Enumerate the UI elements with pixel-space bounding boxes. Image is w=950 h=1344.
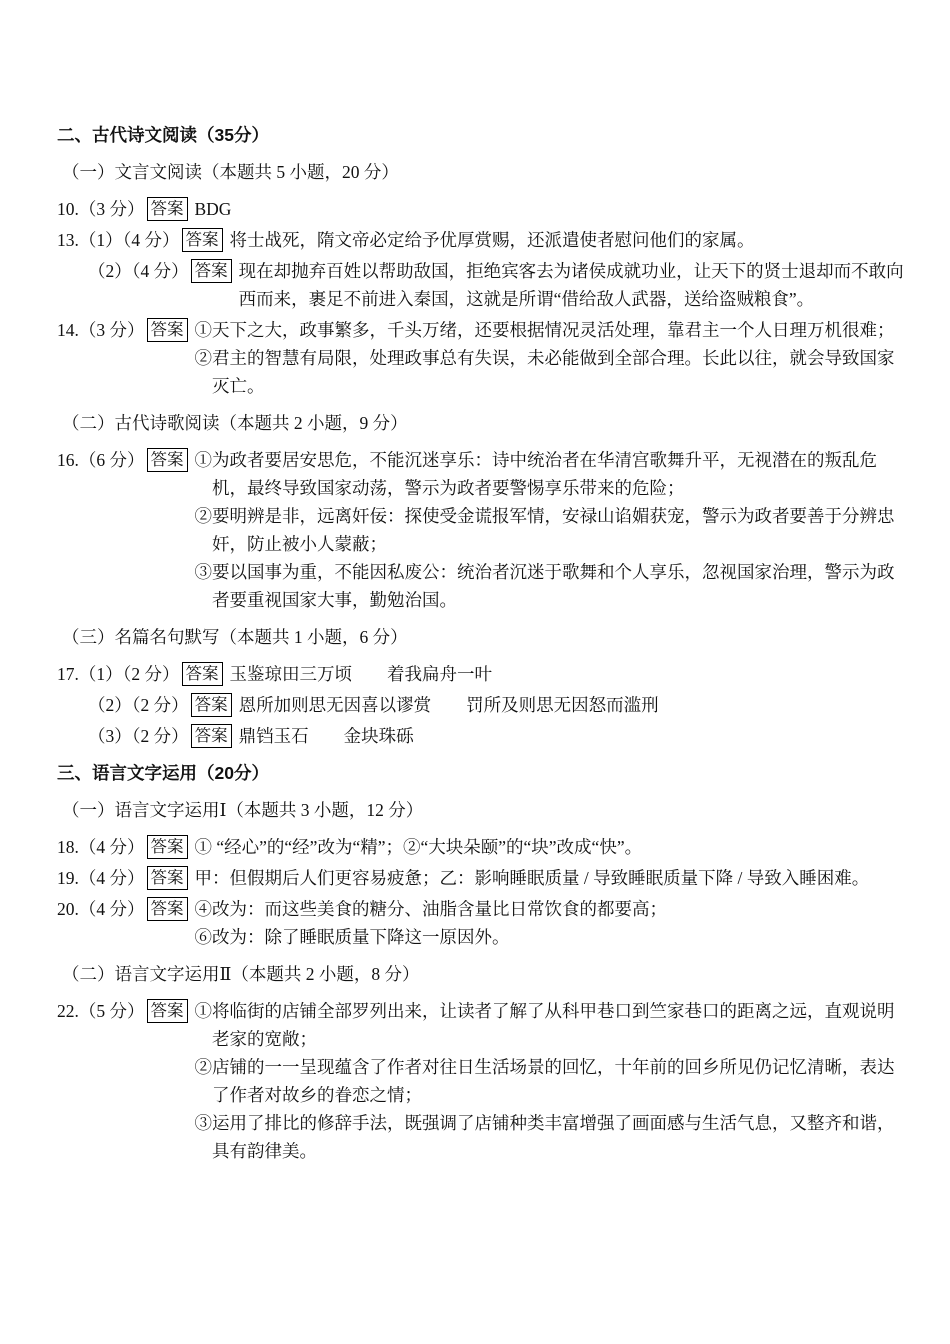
answer-item	[57, 316, 904, 400]
question-number: 22.（5 分）	[57, 1001, 145, 1021]
answer-line: 鼎铛玉石 金块珠砾	[238, 726, 414, 746]
answer-item	[57, 722, 904, 750]
answer-tag: 答案	[147, 197, 188, 221]
answer-line: 甲：但假期后人们更容易疲惫；乙：影响睡眠质量 / 导致睡眠质量下降 / 导致入睡困难。	[194, 868, 870, 888]
answer-item	[57, 446, 904, 614]
answer-item	[57, 660, 904, 688]
answer-text	[230, 226, 905, 254]
answer-item	[57, 833, 904, 861]
answer-text	[195, 997, 905, 1165]
answer-text	[195, 446, 905, 614]
answer-line: ④改为：而这些美食的糖分、油脂含量比日常饮食的都要高；	[194, 899, 667, 919]
answer-item	[57, 226, 904, 254]
answer-tag: 答案	[182, 228, 223, 252]
answer-tag: 答案	[191, 259, 232, 283]
document-content	[57, 121, 904, 1165]
answer-tag: 答案	[182, 662, 223, 686]
answer-tag: 答案	[147, 897, 188, 921]
subsection-heading: （一）文言文阅读（本题共 5 小题，20 分）	[62, 162, 399, 182]
section-heading: 三、语言文字运用（20分）	[57, 763, 269, 783]
answer-tag: 答案	[191, 724, 232, 748]
answer-tag: 答案	[147, 835, 188, 859]
answer-text	[195, 895, 905, 951]
answer-line: 恩所加则思无因喜以谬赏 罚所及则思无因怒而滥刑	[238, 695, 659, 715]
answer-line: BDG	[194, 199, 232, 219]
question-number: 17.（1）（2 分）	[57, 664, 180, 684]
answer-item	[57, 895, 904, 951]
answer-tag: 答案	[147, 999, 188, 1023]
answer-item	[57, 195, 904, 223]
answer-line: ②要明辨是非，远离奸佞：探使受金谎报军情，安禄山谄媚获宠，警示为政者要善于分辨忠奸，防止被小人蒙蔽；	[194, 506, 895, 554]
question-number: （3）（2 分）	[88, 726, 189, 746]
answer-line: ②店铺的一一呈现蕴含了作者对往日生活场景的回忆，十年前的回乡所见仍记忆清晰，表达了作者对故乡的眷恋之情；	[194, 1057, 895, 1105]
answer-item	[57, 691, 904, 719]
question-number: 18.（4 分）	[57, 837, 145, 857]
answer-item	[57, 257, 904, 313]
answer-item	[57, 997, 904, 1165]
answer-line: ① “经心”的“经”改为“精”；②“大块朵颐”的“块”改成“快”。	[194, 837, 643, 857]
answer-tag: 答案	[147, 866, 188, 890]
answer-text	[195, 195, 905, 223]
answer-tag: 答案	[147, 448, 188, 472]
answer-line: ①将临街的店铺全部罗列出来，让读者了解了从科甲巷口到竺家巷口的距离之远，直观说明老家的宽敞；	[194, 1001, 895, 1049]
answer-text	[230, 660, 905, 688]
answer-tag: 答案	[147, 318, 188, 342]
answer-line: 现在却抛弃百姓以帮助敌国，拒绝宾客去为诸侯成就功业，让天下的贤士退却而不敢向西而来，裹足不前进入秦国，这就是所谓“借给敌人武器，送给盗贼粮食”。	[238, 261, 904, 309]
answer-line: ⑥改为：除了睡眠质量下降这一原因外。	[194, 927, 510, 947]
answer-line: ①为政者要居安思危，不能沉迷享乐：诗中统治者在华清宫歌舞升平，无视潜在的叛乱危机，最终导致国家动荡，警示为政者要警惕享乐带来的危险；	[194, 450, 877, 498]
answer-line: ③要以国事为重，不能因私废公：统治者沉迷于歌舞和个人享乐，忽视国家治理，警示为政者要重视国家大事，勤勉治国。	[194, 562, 895, 610]
question-number: 16.（6 分）	[57, 450, 145, 470]
question-number: （2）（2 分）	[88, 695, 189, 715]
subsection-heading: （三）名篇名句默写（本题共 1 小题，6 分）	[62, 627, 408, 647]
answer-tag: 答案	[191, 693, 232, 717]
answer-text	[195, 864, 905, 892]
answer-item	[57, 864, 904, 892]
answer-text	[239, 722, 904, 750]
subsection-heading: （二）古代诗歌阅读（本题共 2 小题，9 分）	[62, 413, 408, 433]
question-number: 13.（1）（4 分）	[57, 230, 180, 250]
subsection-heading: （一）语言文字运用Ⅰ（本题共 3 小题，12 分）	[62, 800, 424, 820]
subsection-heading: （二）语言文字运用Ⅱ（本题共 2 小题，8 分）	[62, 964, 420, 984]
answer-text	[195, 833, 905, 861]
question-number: 10.（3 分）	[57, 199, 145, 219]
section-heading: 二、古代诗文阅读（35分）	[57, 125, 269, 145]
question-number: 20.（4 分）	[57, 899, 145, 919]
answer-text	[239, 691, 904, 719]
answer-line: ②君主的智慧有局限，处理政事总有失误，未必能做到全部合理。长此以往，就会导致国家灭亡。	[194, 348, 895, 396]
answer-line: ③运用了排比的修辞手法，既强调了店铺种类丰富增强了画面感与生活气息，又整齐和谐，具有韵律美。	[194, 1113, 895, 1161]
question-number: （2）（4 分）	[88, 261, 189, 281]
answer-line: 玉鉴琼田三万顷 着我扁舟一叶	[229, 664, 492, 684]
answer-line: ①天下之大，政事繁多，千头万绪，还要根据情况灵活处理，靠君主一个人日理万机很难；	[194, 320, 895, 340]
answer-line: 将士战死，隋文帝必定给予优厚赏赐，还派遣使者慰问他们的家属。	[229, 230, 755, 250]
answer-text	[239, 257, 904, 313]
question-number: 14.（3 分）	[57, 320, 145, 340]
question-number: 19.（4 分）	[57, 868, 145, 888]
answer-text	[195, 316, 905, 400]
